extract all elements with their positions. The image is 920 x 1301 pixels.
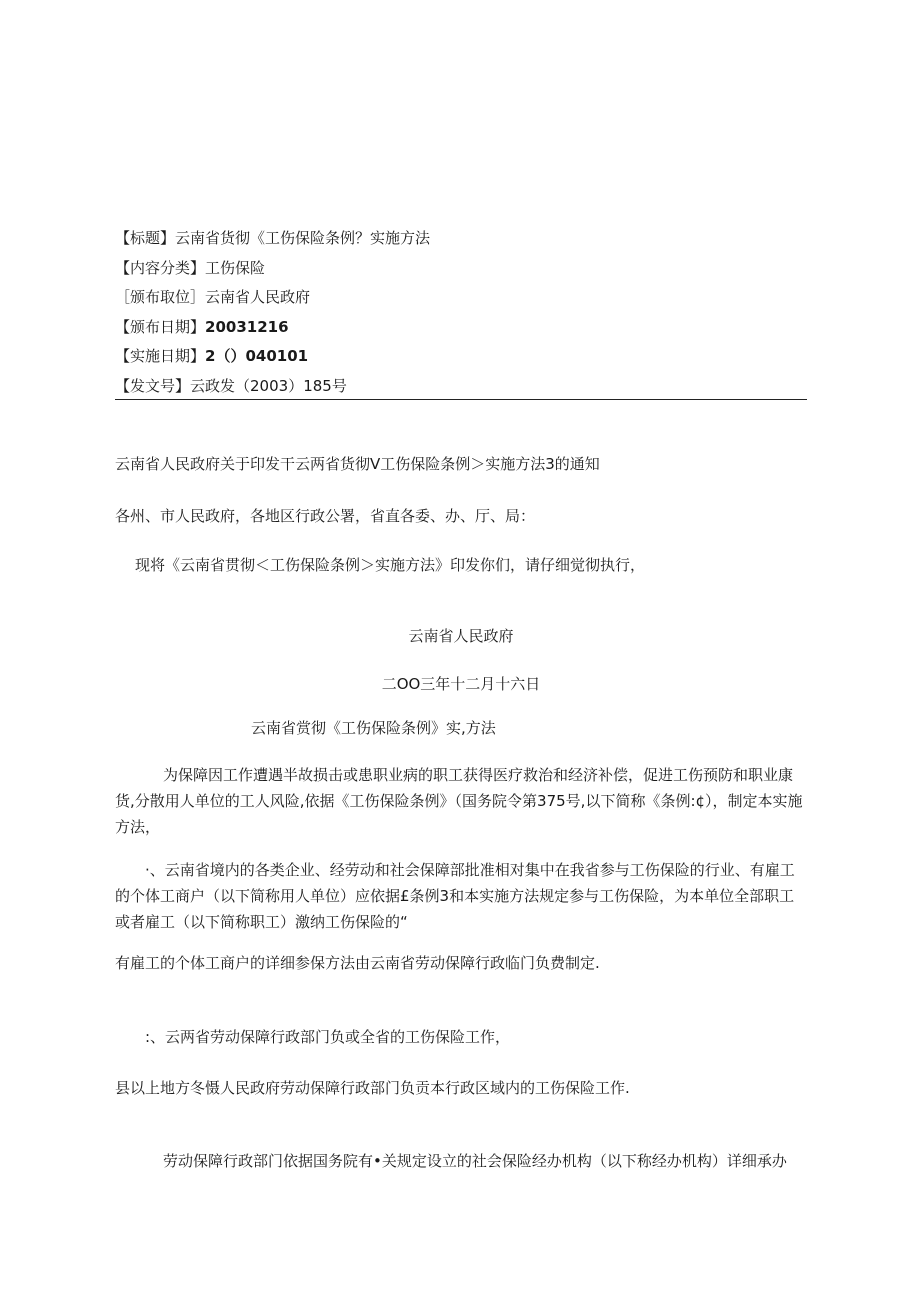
meta-issuer-line bbox=[115, 287, 807, 317]
meta-title-line bbox=[115, 228, 807, 258]
meta-key: 【发文号】 bbox=[115, 376, 191, 395]
paragraph-agency: 劳动保障行政部门依据国务院有•关规定设立的社会保险经办机构（以下称经办机构）详细承办 bbox=[163, 1152, 787, 1170]
meta-value: 云南省人民政府 bbox=[205, 288, 311, 307]
issue-date: 二OO三年十二月十六日 bbox=[381, 675, 541, 693]
addressee: 各州、市人民政府，各地区行政公署，省直各委、办、厅、局： bbox=[115, 507, 536, 525]
meta-value: 2（）040101 bbox=[205, 347, 309, 366]
paragraph-article-1: ·、云南省境内的各类企业、经劳动和社会保障部批准相对集中在我省参与工伤保险的行业、有雇工的个体工商户（以下简称用人单位）应依据£条例3和本实施方法规定参与工伤保险，为本单位全部职工或者雇工（以下简称职工）激纳工伤保险的“ bbox=[115, 861, 795, 931]
metadata-block bbox=[115, 228, 807, 406]
meta-effective-date-line bbox=[115, 346, 807, 376]
paragraph-article-2: :、云两省劳动保障行政部门负或全省的工伤保险工作， bbox=[145, 1028, 511, 1046]
meta-category-line bbox=[115, 258, 807, 288]
meta-value: 工伤保险 bbox=[205, 258, 266, 277]
paragraph-purpose: 为保障因工作遭遇半故损击或患职业病的职工获得医疗救治和经济补偿，促进工伤预防和职业康货,分散用人单位的工人风险,依据《工伤保险条例》（国务院令第375号,以下简称《条例:¢），制定本实施方法， bbox=[115, 766, 803, 836]
meta-value: 云南省货彻《工伤保险条例？实施方法 bbox=[175, 229, 431, 247]
meta-key: 【标题】 bbox=[115, 229, 176, 247]
meta-value: 云政发（2003）185号 bbox=[190, 376, 347, 395]
meta-value: 20031216 bbox=[205, 317, 289, 336]
meta-key: 【颁布日期】 bbox=[115, 317, 206, 336]
meta-doc-number-line bbox=[115, 376, 807, 406]
issuer-signature: 云南省人民政府 bbox=[408, 627, 514, 645]
divider bbox=[115, 399, 807, 400]
meta-key: 【实施日期】 bbox=[115, 347, 206, 366]
paragraph-county-level: 县以上地方冬慑人民政府劳动保障行政部门负贡本行政区域内的工伤保险工作. bbox=[115, 1079, 630, 1097]
paragraph-self-employed: 有雇工的个体工商户的详细参保方法由云南省劳动保障行政临门负费制定. bbox=[115, 954, 600, 972]
document-title: 云南省赏彻《工伤保险条例》实,方法 bbox=[251, 719, 496, 737]
meta-issue-date-line bbox=[115, 317, 807, 347]
meta-key: ［颁布取位］ bbox=[115, 288, 206, 307]
notice-title: 云南省人民政府关于印发干云两省货彻V工伤保险条例＞实施方法3的通知 bbox=[115, 455, 600, 473]
meta-key: 【内容分类】 bbox=[115, 258, 206, 277]
intro-paragraph: 现将《云南省贯彻＜工伤保险条例＞实施方法》印发你们，请仔细觉彻执行， bbox=[135, 556, 646, 574]
